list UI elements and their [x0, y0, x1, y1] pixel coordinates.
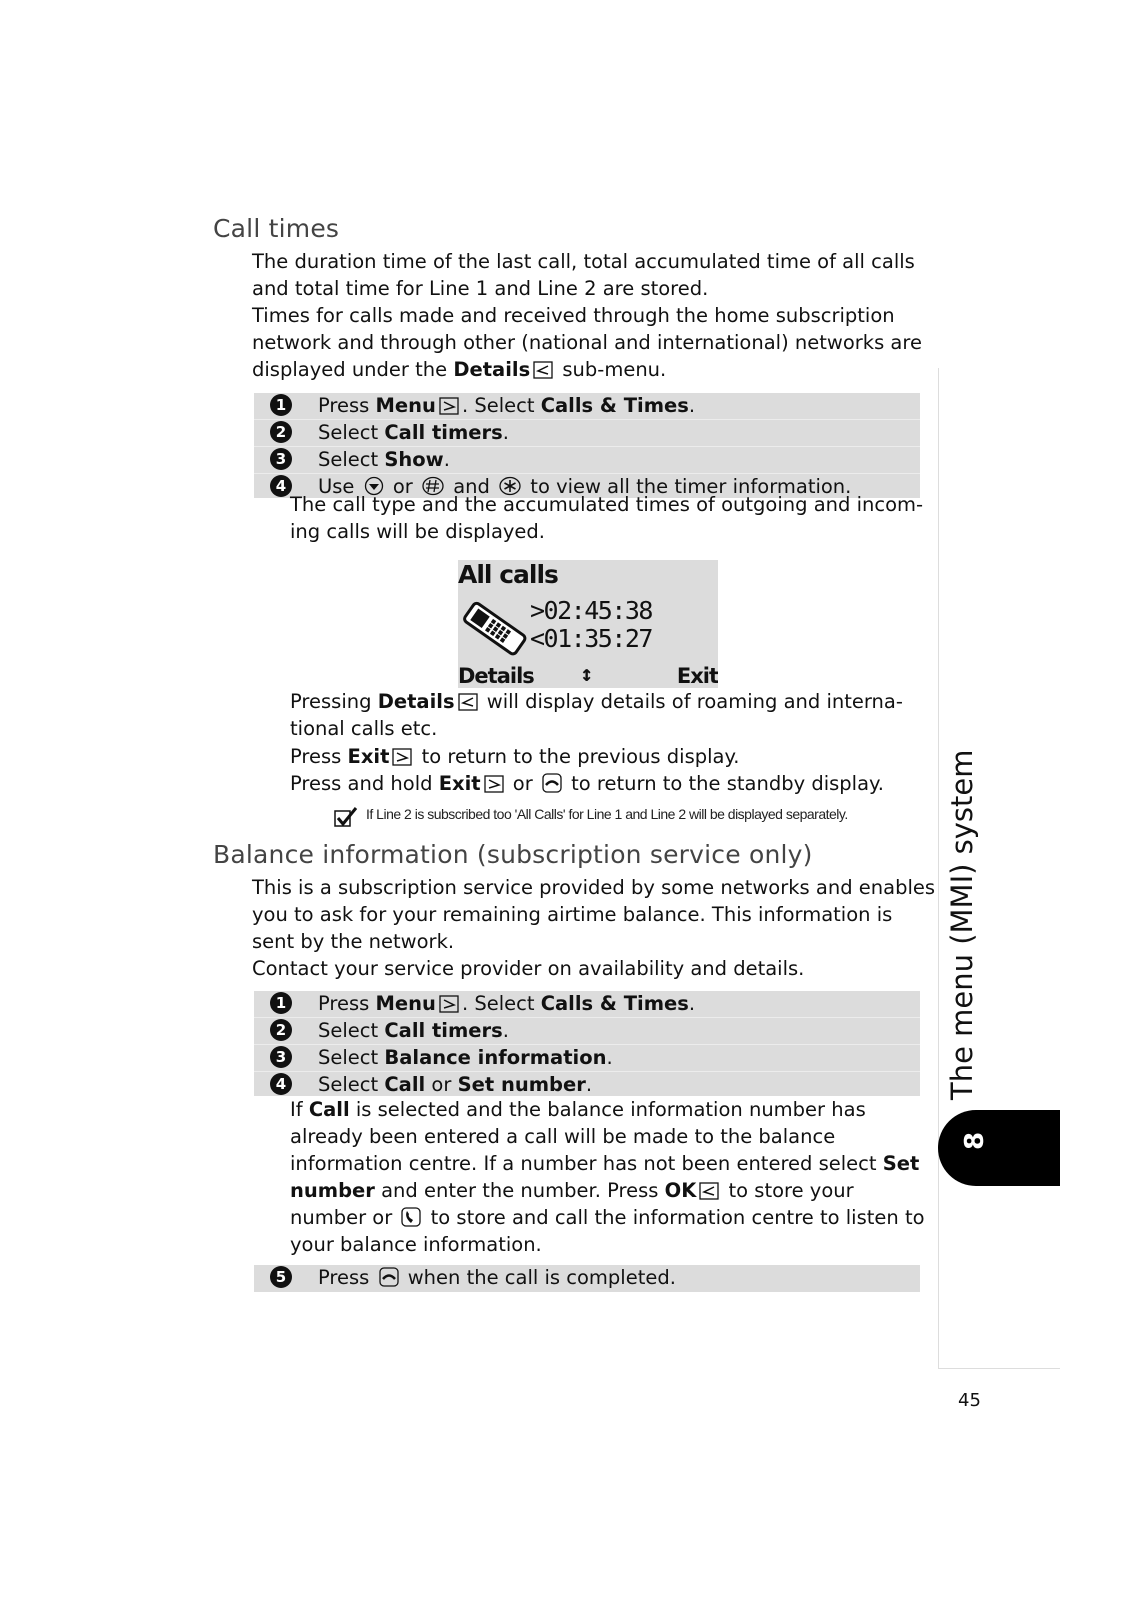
step-number: 1 [270, 992, 292, 1014]
call-times-intro-1 [252, 248, 915, 302]
display-title: All calls [458, 560, 558, 589]
chapter-tab [938, 1110, 1060, 1186]
step-text: Select Call or Set number. [318, 1073, 593, 1096]
incoming-time: <01:35:27 [530, 624, 652, 653]
details-keyword: Details [453, 358, 531, 381]
step-number: 2 [270, 421, 292, 443]
step-row [254, 991, 920, 1018]
step-row [254, 447, 920, 474]
phone-display-all-calls [458, 560, 718, 688]
step-row [254, 1072, 920, 1098]
step-row [254, 1045, 920, 1072]
intro-line: you to ask for your remaining airtime balance. This information is [252, 903, 893, 926]
hold-exit-paragraph: Press and hold Exit or to return to the standby display. [290, 772, 884, 795]
section-heading-balance: Balance information (subscription service only) [213, 840, 813, 869]
exit-keyword: Exit [347, 745, 390, 768]
section-heading-call-times: Call times [213, 214, 340, 243]
step-text: Select Show. [318, 448, 450, 471]
step-number: 5 [270, 1266, 292, 1288]
step-text: Select Call timers. [318, 1019, 509, 1042]
intro-line: network and through other (national and international) networks are [252, 331, 922, 354]
intro-line: Times for calls made and received through the home subscription [252, 304, 895, 327]
sidebar-divider [938, 368, 939, 1368]
phone-handset-icon [460, 592, 530, 662]
step-text: Press when the call is completed. [318, 1266, 676, 1289]
sidebar-bottom-rule [938, 1368, 1060, 1369]
line2-note: If Line 2 is subscribed too 'All Calls' for Line 1 and Line 2 will be displayed separately. [366, 806, 848, 822]
step-text: Select Balance information. [318, 1046, 613, 1069]
display-scroll-arrows: ↕ [580, 662, 594, 687]
intro-line: The duration time of the last call, total accumulated time of all calls [252, 250, 915, 273]
exit-keyword: Exit [438, 772, 481, 795]
step-number: 4 [270, 1073, 292, 1095]
left-softkey-icon [533, 361, 553, 379]
step-row [254, 1265, 920, 1291]
exit-paragraph: Press Exit to return to the previous display. [290, 745, 740, 768]
end-call-key-icon [542, 773, 562, 793]
chapter-title: The menu (MMI) system [945, 749, 979, 1100]
step-text: Use or and to view all the timer information. [318, 475, 852, 498]
left-softkey-icon [699, 1182, 719, 1200]
right-softkey-icon [484, 775, 504, 793]
intro-line: Contact your service provider on availability and details. [252, 957, 805, 980]
step-row [254, 420, 920, 447]
step-row [254, 1018, 920, 1045]
step-number: 1 [270, 394, 292, 416]
body-line: The call type and the accumulated times of outgoing and incom- [290, 493, 924, 516]
intro-line: displayed under the [252, 358, 454, 381]
balance-steps [254, 991, 920, 1096]
body-line: ing calls will be displayed. [290, 520, 546, 543]
right-softkey-icon [392, 748, 412, 766]
step-text: Press Menu . Select Calls & Times. [318, 394, 696, 417]
end-call-key-icon [379, 1267, 399, 1287]
balance-step-5 [254, 1265, 920, 1292]
display-right-softkey: Exit [676, 664, 718, 688]
step-number: 3 [270, 1046, 292, 1068]
details-paragraph: Pressing Details will display details of roaming and interna- tional calls etc. [290, 690, 903, 740]
right-softkey-icon [439, 995, 459, 1013]
balance-intro [252, 874, 935, 982]
step-number: 3 [270, 448, 292, 470]
left-softkey-icon [458, 693, 478, 711]
right-softkey-icon [439, 397, 459, 415]
chapter-number: 8 [960, 1131, 991, 1151]
display-left-softkey: Details [458, 664, 534, 688]
call-times-intro-2 [252, 302, 922, 383]
step-text: Select Call timers. [318, 421, 509, 444]
intro-line: sub-menu. [556, 358, 667, 381]
balance-after-steps: If Call is selected and the balance information number has already been entered a call will be made to the balance information centre. If a number has not been entered select Set number and enter the number. Press OK to store your number or to store and call the information centre to listen to your balance information. [290, 1098, 925, 1256]
step-number: 2 [270, 1019, 292, 1041]
intro-line: This is a subscription service provided by some networks and enables [252, 876, 936, 899]
details-keyword: Details [377, 690, 455, 713]
intro-line: and total time for Line 1 and Line 2 are stored. [252, 277, 709, 300]
step-number: 4 [270, 475, 292, 497]
step-row [254, 393, 920, 420]
call-key-icon [401, 1207, 421, 1227]
checkmark-note-icon [334, 806, 358, 828]
page-number: 45 [958, 1390, 981, 1411]
call-times-after-steps [290, 491, 923, 545]
call-times-steps [254, 393, 920, 498]
intro-line: sent by the network. [252, 930, 455, 953]
outgoing-time: >02:45:38 [530, 596, 652, 625]
step-text: Press Menu . Select Calls & Times. [318, 992, 696, 1015]
